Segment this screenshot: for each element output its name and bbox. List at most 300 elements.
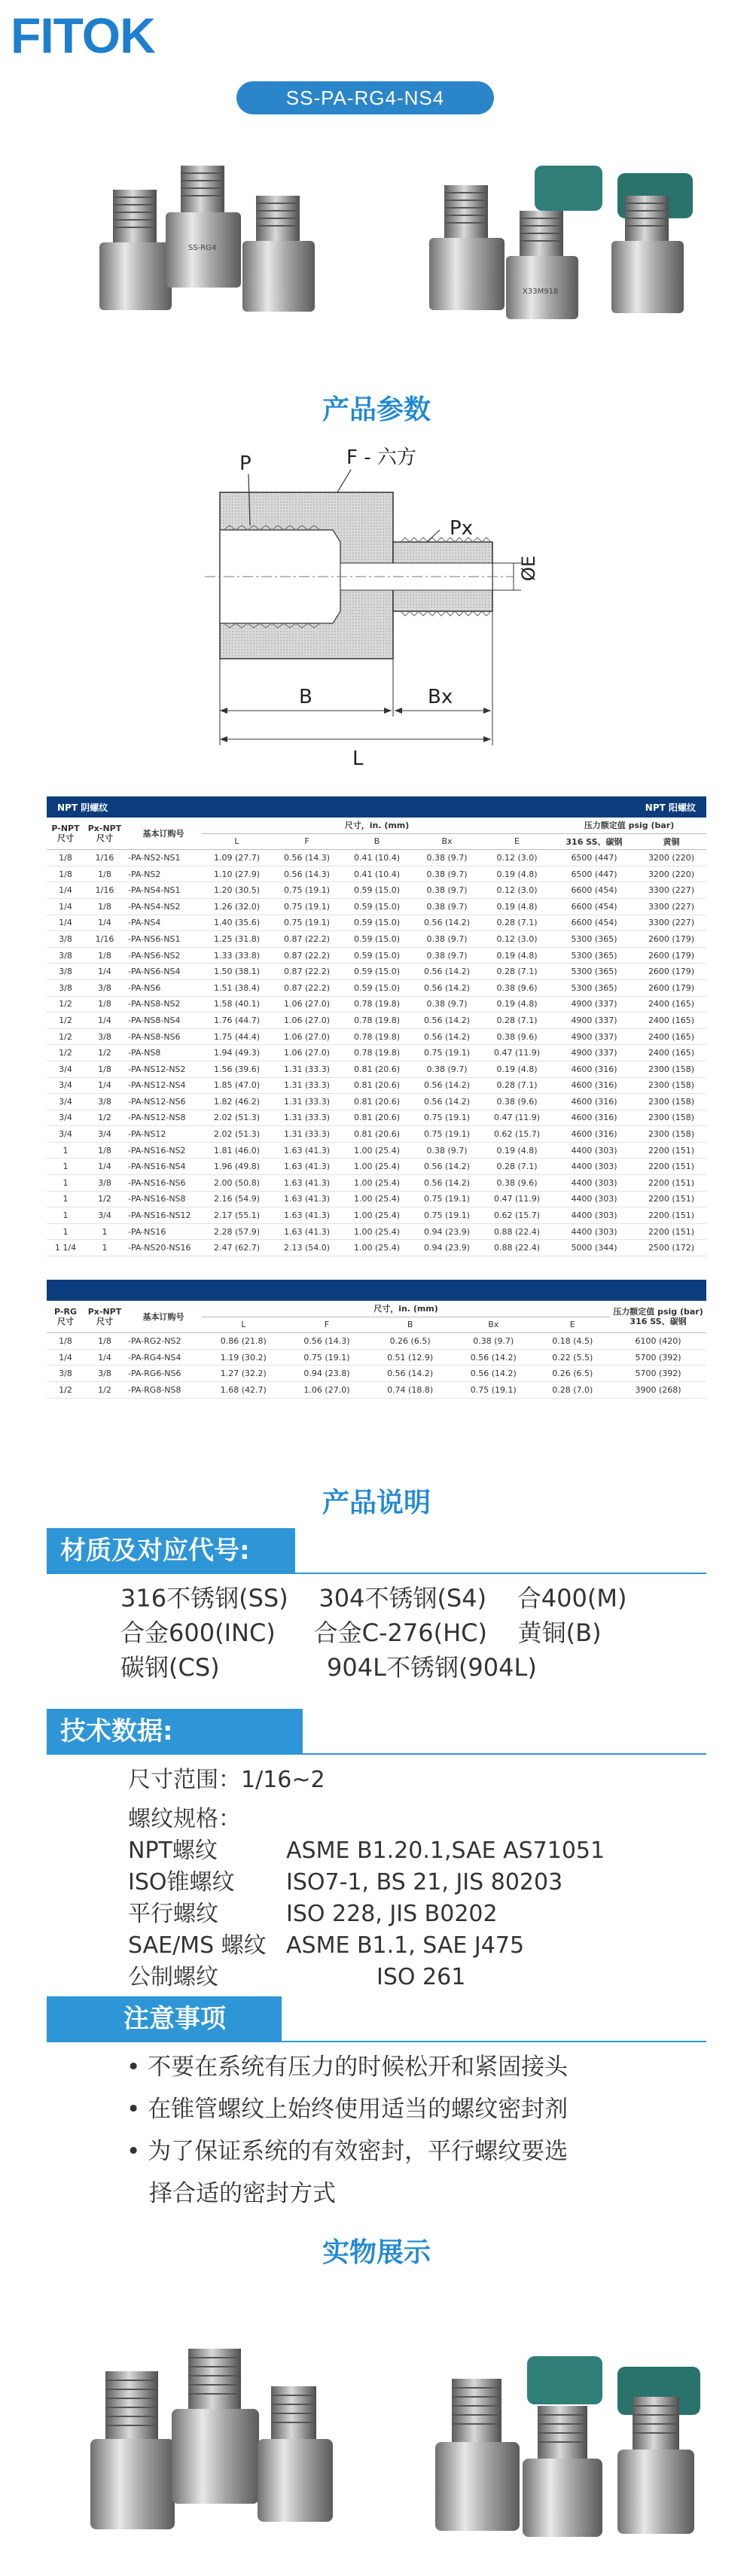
table-cell: 0.59 (15.0) bbox=[342, 947, 412, 964]
table-cell: 6100 (420) bbox=[610, 1333, 706, 1350]
table-row bbox=[47, 1061, 706, 1077]
table-cell: 0.56 (14.2) bbox=[412, 979, 482, 996]
th-col-f: F bbox=[272, 833, 342, 850]
note-item: • 不要在系统有压力的时候松开和紧固接头 bbox=[127, 2054, 569, 2081]
table-cell: 1/8 bbox=[84, 1142, 125, 1159]
dimension-diagram bbox=[190, 429, 544, 777]
table-cell: -PA-NS6-NS2 bbox=[125, 947, 202, 964]
table-cell: 1.96 (49.8) bbox=[202, 1159, 272, 1175]
table-cell: 0.38 (9.7) bbox=[412, 1142, 482, 1159]
table-cell: 1.06 (27.0) bbox=[285, 1381, 369, 1398]
table-cell: 1.76 (44.7) bbox=[202, 1012, 272, 1029]
tech-title: 技术数据: bbox=[47, 1709, 303, 1754]
product-photo-right bbox=[407, 143, 723, 339]
table-cell: -PA-NS6-NS4 bbox=[125, 964, 202, 980]
table-cell: 0.28 (7.1) bbox=[482, 964, 552, 980]
table-cell: 0.19 (4.8) bbox=[482, 898, 552, 915]
material-list bbox=[120, 1581, 626, 1685]
table-cell: 1/8 bbox=[47, 1333, 84, 1350]
table-cell: 3/8 bbox=[47, 979, 84, 996]
table-cell: 0.38 (9.7) bbox=[412, 996, 482, 1012]
table-cell: 6500 (447) bbox=[552, 850, 636, 866]
tech-size-range: 尺寸范围：1/16~2 bbox=[128, 1767, 325, 1793]
table-cell: 1 bbox=[47, 1142, 84, 1159]
table-cell: 0.75 (19.1) bbox=[412, 1126, 482, 1143]
table1-right-bar-label: NPT 阳螺纹 bbox=[645, 802, 696, 813]
material-line-1: 316不锈钢(SS) 304不锈钢(S4) 合400(M) bbox=[120, 1584, 627, 1612]
table-row bbox=[47, 1191, 706, 1207]
table-cell: 1/4 bbox=[84, 1349, 125, 1366]
table-cell: 1 bbox=[84, 1223, 125, 1240]
table-cell: 0.38 (9.6) bbox=[482, 979, 552, 996]
table-row bbox=[47, 1333, 706, 1350]
material-line-3: 碳钢(CS) 904L不锈钢(904L) bbox=[120, 1653, 537, 1682]
th2-basic: 基本订购号 bbox=[125, 1301, 202, 1333]
table-cell: 4600 (316) bbox=[552, 1126, 636, 1143]
table-row bbox=[47, 1028, 706, 1045]
table-cell: -PA-NS12-NS8 bbox=[125, 1110, 202, 1126]
table-cell: 1.63 (41.3) bbox=[272, 1159, 342, 1175]
thread-standard: ISO 261 bbox=[376, 1964, 466, 1990]
table-cell: 3/8 bbox=[84, 1175, 125, 1192]
table-cell: 0.38 (9.7) bbox=[412, 1061, 482, 1077]
table-cell: 0.26 (6.5) bbox=[535, 1366, 610, 1382]
material-line-2: 合金600(INC) 合金C-276(HC) 黄铜(B) bbox=[120, 1618, 602, 1647]
table-row bbox=[47, 931, 706, 948]
table-cell: 4400 (303) bbox=[552, 1207, 636, 1224]
table-cell: 1.25 (31.8) bbox=[202, 931, 272, 948]
table-cell: 1/16 bbox=[84, 882, 125, 899]
table-cell: 0.38 (9.7) bbox=[452, 1333, 535, 1350]
th-ss: 316 SS、碳钢 bbox=[552, 833, 636, 850]
table-cell: 1.00 (25.4) bbox=[342, 1207, 412, 1224]
table-cell: 2.02 (51.3) bbox=[202, 1110, 272, 1126]
th2-pressure bbox=[610, 1301, 706, 1333]
table-cell: 0.56 (14.2) bbox=[412, 1012, 482, 1029]
table-cell: 1/2 bbox=[84, 1110, 125, 1126]
notes-title: 注意事项 bbox=[47, 1996, 282, 2042]
table1 bbox=[47, 818, 706, 1256]
table-cell: -PA-RG2-NS2 bbox=[125, 1333, 202, 1350]
note-item: • 为了保证系统的有效密封，平行螺纹要选 bbox=[127, 2138, 569, 2165]
th2-col-l: L bbox=[202, 1317, 285, 1333]
table-cell: 0.87 (22.2) bbox=[272, 979, 342, 996]
table-cell: 0.81 (20.6) bbox=[342, 1094, 412, 1110]
table-cell: 1/2 bbox=[47, 1381, 84, 1398]
photo-engraving: SS-RG4 bbox=[188, 244, 217, 252]
table-cell: 1.20 (30.5) bbox=[202, 882, 272, 899]
table-cell: -PA-NS8 bbox=[125, 1045, 202, 1061]
table-cell: 2200 (151) bbox=[636, 1207, 706, 1224]
table-cell: 3/8 bbox=[84, 1366, 125, 1382]
table-cell: 0.38 (9.7) bbox=[412, 866, 482, 882]
table-cell: 0.81 (20.6) bbox=[342, 1110, 412, 1126]
table-cell: 0.22 (5.5) bbox=[535, 1349, 610, 1366]
table-cell: 0.75 (19.1) bbox=[285, 1349, 369, 1366]
table-cell: 1.50 (38.1) bbox=[202, 964, 272, 980]
table-cell: 5300 (365) bbox=[552, 964, 636, 980]
table-cell: 3/4 bbox=[47, 1110, 84, 1126]
thread-name: ISO锥螺纹 bbox=[128, 1869, 235, 1895]
table-cell: 2.17 (55.1) bbox=[202, 1207, 272, 1224]
note-item-continued bbox=[127, 2173, 714, 2215]
table-cell: 0.75 (19.1) bbox=[272, 915, 342, 931]
tech-underline bbox=[47, 1753, 706, 1755]
table-cell: 0.28 (7.1) bbox=[482, 1012, 552, 1029]
table-cell: 3300 (227) bbox=[636, 915, 706, 931]
table-cell: 2.16 (54.9) bbox=[202, 1191, 272, 1207]
table-cell: 0.78 (19.8) bbox=[342, 996, 412, 1012]
table-cell: 1.85 (47.0) bbox=[202, 1077, 272, 1094]
table-cell: 2600 (179) bbox=[636, 964, 706, 980]
table-cell: -PA-NS6 bbox=[125, 979, 202, 996]
table-cell: 1.63 (41.3) bbox=[272, 1207, 342, 1224]
table-cell: 3300 (227) bbox=[636, 898, 706, 915]
table-cell: 1.58 (40.1) bbox=[202, 996, 272, 1012]
table-cell: 1/4 bbox=[47, 898, 84, 915]
table-cell: 5300 (365) bbox=[552, 947, 636, 964]
th2-ss-label: 316 SS、碳钢 bbox=[630, 1317, 687, 1327]
table-row bbox=[47, 1223, 706, 1240]
table-cell: 1 bbox=[47, 1175, 84, 1192]
table-cell: 2300 (158) bbox=[636, 1126, 706, 1143]
th-basic: 基本订购号 bbox=[125, 818, 202, 850]
table-cell: 1.19 (30.2) bbox=[202, 1349, 285, 1366]
table-cell: 0.28 (7.1) bbox=[482, 1159, 552, 1175]
table-cell: 3/8 bbox=[47, 931, 84, 948]
table-cell: 3/8 bbox=[84, 1094, 125, 1110]
table-cell: -PA-NS2 bbox=[125, 866, 202, 882]
table-cell: 1/8 bbox=[84, 1061, 125, 1077]
table-cell: 2.47 (62.7) bbox=[202, 1240, 272, 1256]
table-cell: -PA-NS2-NS1 bbox=[125, 850, 202, 866]
rg-spec-table bbox=[47, 1280, 706, 1399]
table-cell: -PA-NS20-NS16 bbox=[125, 1240, 202, 1256]
table-row bbox=[47, 1381, 706, 1398]
table-row bbox=[47, 1077, 706, 1094]
tech-thread-spec: 螺纹规格： bbox=[128, 1806, 241, 1832]
table-cell: 2600 (179) bbox=[636, 947, 706, 964]
table-cell: 2300 (158) bbox=[636, 1061, 706, 1077]
table-cell: 1.63 (41.3) bbox=[272, 1223, 342, 1240]
table-cell: 0.75 (19.1) bbox=[272, 898, 342, 915]
table-cell: 0.87 (22.2) bbox=[272, 947, 342, 964]
table-cell: 0.56 (14.2) bbox=[452, 1349, 535, 1366]
table-cell: 0.18 (4.5) bbox=[535, 1333, 610, 1350]
table-cell: 1.31 (33.3) bbox=[272, 1061, 342, 1077]
table-cell: 2400 (165) bbox=[636, 1012, 706, 1029]
table-cell: -PA-NS16-NS2 bbox=[125, 1142, 202, 1159]
table-cell: 1 bbox=[47, 1191, 84, 1207]
table-row bbox=[47, 1159, 706, 1175]
table-cell: 1.00 (25.4) bbox=[342, 1240, 412, 1256]
table-cell: 1.06 (27.0) bbox=[272, 996, 342, 1012]
table-cell: 1/4 bbox=[47, 915, 84, 931]
table-cell: -PA-RG6-NS6 bbox=[125, 1366, 202, 1382]
table-cell: 1.63 (41.3) bbox=[272, 1142, 342, 1159]
table-cell: 1.33 (33.8) bbox=[202, 947, 272, 964]
table-cell: 0.12 (3.0) bbox=[482, 882, 552, 899]
th2-col-e: E bbox=[535, 1317, 610, 1333]
table-cell: 0.78 (19.8) bbox=[342, 1012, 412, 1029]
table-cell: 4400 (303) bbox=[552, 1191, 636, 1207]
table-row bbox=[47, 915, 706, 931]
table-cell: 1.31 (33.3) bbox=[272, 1094, 342, 1110]
table-cell: 1/8 bbox=[84, 898, 125, 915]
table-cell: 4600 (316) bbox=[552, 1061, 636, 1077]
table-cell: 0.87 (22.2) bbox=[272, 931, 342, 948]
table-cell: 0.75 (19.1) bbox=[412, 1207, 482, 1224]
table-cell: -PA-NS16-NS6 bbox=[125, 1175, 202, 1192]
table-cell: 2400 (165) bbox=[636, 996, 706, 1012]
part-number-badge: SS-PA-RG4-NS4 bbox=[236, 81, 494, 114]
table-cell: -PA-NS16-NS8 bbox=[125, 1191, 202, 1207]
table-row bbox=[47, 1142, 706, 1159]
table-row bbox=[47, 1126, 706, 1143]
table-cell: 0.56 (14.2) bbox=[412, 1077, 482, 1094]
table-cell: 1.63 (41.3) bbox=[272, 1191, 342, 1207]
th-pressure: 压力额定值 psig (bar) bbox=[552, 818, 706, 833]
photo-engraving: X33M918 bbox=[523, 288, 559, 296]
table-cell: 1/2 bbox=[47, 996, 84, 1012]
table-cell: 3/4 bbox=[47, 1061, 84, 1077]
thread-row bbox=[128, 1867, 655, 1899]
label-l: L bbox=[352, 748, 364, 770]
table-cell: 1/8 bbox=[84, 947, 125, 964]
table-cell: 0.81 (20.6) bbox=[342, 1077, 412, 1094]
th-size: 尺寸，in. (mm) bbox=[202, 818, 552, 833]
table-cell: -PA-NS12 bbox=[125, 1126, 202, 1143]
table-cell: 0.88 (22.4) bbox=[482, 1223, 552, 1240]
table-row bbox=[47, 1349, 706, 1366]
table-cell: 1.00 (25.4) bbox=[342, 1142, 412, 1159]
table-cell: 3/8 bbox=[84, 979, 125, 996]
table-cell: 0.86 (21.8) bbox=[202, 1333, 285, 1350]
table-cell: 3900 (268) bbox=[610, 1381, 706, 1398]
table-cell: 1/4 bbox=[47, 882, 84, 899]
th-col-bx: Bx bbox=[412, 833, 482, 850]
table-cell: 0.38 (9.6) bbox=[482, 1094, 552, 1110]
table-cell: 3/4 bbox=[47, 1094, 84, 1110]
table-cell: 0.38 (9.6) bbox=[482, 1175, 552, 1192]
thread-name: 平行螺纹 bbox=[128, 1901, 218, 1927]
table-cell: 1/4 bbox=[84, 915, 125, 931]
table-cell: 2600 (179) bbox=[636, 931, 706, 948]
thread-list bbox=[128, 1835, 655, 1993]
table-cell: 3/4 bbox=[47, 1126, 84, 1143]
table-cell: 1.06 (27.0) bbox=[272, 1028, 342, 1045]
table-cell: -PA-RG4-NS4 bbox=[125, 1349, 202, 1366]
table-cell: 0.19 (4.8) bbox=[482, 947, 552, 964]
table-cell: -PA-NS12-NS4 bbox=[125, 1077, 202, 1094]
table-cell: 0.59 (15.0) bbox=[342, 882, 412, 899]
table-cell: 4900 (337) bbox=[552, 1045, 636, 1061]
table-cell: 1/8 bbox=[47, 850, 84, 866]
table-cell: 1/8 bbox=[84, 1333, 125, 1350]
table-cell: 4400 (303) bbox=[552, 1159, 636, 1175]
product-photo-bottom-left bbox=[45, 2326, 361, 2552]
table-cell: 2400 (165) bbox=[636, 1045, 706, 1061]
table-cell: 0.87 (22.2) bbox=[272, 964, 342, 980]
thread-standard: ASME B1.1, SAE J475 bbox=[286, 1932, 525, 1959]
table-cell: 0.47 (11.9) bbox=[482, 1110, 552, 1126]
table-cell: 1/2 bbox=[47, 1045, 84, 1061]
table-cell: 0.47 (11.9) bbox=[482, 1191, 552, 1207]
table-cell: 1.31 (33.3) bbox=[272, 1126, 342, 1143]
note-item: • 在锥管螺纹上始终使用适当的螺纹密封剂 bbox=[127, 2096, 569, 2123]
th-pxnpt: Px-NPT 尺寸 bbox=[84, 818, 125, 850]
table-cell: 3/8 bbox=[47, 947, 84, 964]
table-cell: 0.41 (10.4) bbox=[342, 866, 412, 882]
material-underline bbox=[47, 1573, 706, 1574]
table-cell: 0.47 (11.9) bbox=[482, 1045, 552, 1061]
table-row bbox=[47, 996, 706, 1012]
table-cell: 0.56 (14.3) bbox=[272, 866, 342, 882]
table-cell: 0.38 (9.7) bbox=[412, 931, 482, 948]
table-cell: 0.56 (14.2) bbox=[412, 1159, 482, 1175]
table-row bbox=[47, 898, 706, 915]
table-cell: 4400 (303) bbox=[552, 1175, 636, 1192]
table-cell: 5300 (365) bbox=[552, 979, 636, 996]
note-text-4: 择合适的密封方式 bbox=[149, 2180, 336, 2207]
table-cell: 1 bbox=[47, 1207, 84, 1224]
table-cell: 0.59 (15.0) bbox=[342, 915, 412, 931]
table-cell: 0.62 (15.7) bbox=[482, 1207, 552, 1224]
th2-col-b: B bbox=[368, 1317, 452, 1333]
material-title: 材质及对应代号: bbox=[47, 1528, 295, 1573]
table2 bbox=[47, 1301, 706, 1399]
table-cell: 2400 (165) bbox=[636, 1028, 706, 1045]
th-col-l: L bbox=[202, 833, 272, 850]
table-cell: -PA-RG8-NS8 bbox=[125, 1381, 202, 1398]
table-cell: 0.19 (4.8) bbox=[482, 866, 552, 882]
table-cell: 1/4 bbox=[84, 964, 125, 980]
table-cell: 6500 (447) bbox=[552, 866, 636, 882]
table-cell: 6600 (454) bbox=[552, 882, 636, 899]
product-photo-left bbox=[75, 143, 392, 339]
table-cell: 5700 (392) bbox=[610, 1349, 706, 1366]
table-cell: 0.74 (18.8) bbox=[368, 1381, 452, 1398]
table-cell: 1.81 (46.0) bbox=[202, 1142, 272, 1159]
table-cell: 5700 (392) bbox=[610, 1366, 706, 1382]
table-cell: 0.38 (9.7) bbox=[412, 898, 482, 915]
table-cell: 4600 (316) bbox=[552, 1077, 636, 1094]
table-cell: 0.56 (14.2) bbox=[368, 1366, 452, 1382]
table-cell: 1/8 bbox=[84, 866, 125, 882]
thread-name: 公制螺纹 bbox=[128, 1964, 218, 1990]
table-cell: -PA-NS16 bbox=[125, 1223, 202, 1240]
thread-row bbox=[128, 1899, 655, 1930]
table-cell: 1.00 (25.4) bbox=[342, 1191, 412, 1207]
table-cell: 0.56 (14.2) bbox=[412, 1175, 482, 1192]
table-cell: 1.82 (46.2) bbox=[202, 1094, 272, 1110]
thread-standard: ASME B1.20.1,SAE AS71051 bbox=[286, 1838, 605, 1864]
table-cell: 3300 (227) bbox=[636, 882, 706, 899]
th2-col-bx: Bx bbox=[452, 1317, 535, 1333]
table-cell: -PA-NS8-NS2 bbox=[125, 996, 202, 1012]
table-row bbox=[47, 866, 706, 882]
table-cell: -PA-NS8-NS4 bbox=[125, 1012, 202, 1029]
table1-left-bar-label: NPT 阴螺纹 bbox=[57, 802, 108, 813]
table-cell: 0.94 (23.8) bbox=[285, 1366, 369, 1382]
table-cell: 0.56 (14.2) bbox=[412, 1094, 482, 1110]
table-row bbox=[47, 882, 706, 899]
table-row bbox=[47, 1207, 706, 1224]
table-cell: 0.75 (19.1) bbox=[412, 1110, 482, 1126]
table-cell: -PA-NS4 bbox=[125, 915, 202, 931]
table-cell: 2600 (179) bbox=[636, 979, 706, 996]
th-col-e: E bbox=[482, 833, 552, 850]
table-cell: 1.09 (27.7) bbox=[202, 850, 272, 866]
table-cell: 0.19 (4.8) bbox=[482, 1142, 552, 1159]
table-cell: 4900 (337) bbox=[552, 1012, 636, 1029]
table-cell: 0.88 (22.4) bbox=[482, 1240, 552, 1256]
table-cell: 0.28 (7.0) bbox=[535, 1381, 610, 1398]
section-title-desc: 产品说明 bbox=[322, 1487, 431, 1518]
table-cell: 1.94 (49.3) bbox=[202, 1045, 272, 1061]
label-e: ØE bbox=[518, 555, 539, 581]
table-cell: 0.81 (20.6) bbox=[342, 1061, 412, 1077]
th-pnpt: P-NPT 尺寸 bbox=[47, 818, 84, 850]
table-cell: 1/4 bbox=[84, 1012, 125, 1029]
table-cell: 0.38 (9.6) bbox=[482, 1028, 552, 1045]
table-cell: 4600 (316) bbox=[552, 1094, 636, 1110]
table-row bbox=[47, 1175, 706, 1192]
table-cell: 0.28 (7.1) bbox=[482, 915, 552, 931]
table-cell: 1/16 bbox=[84, 931, 125, 948]
table-cell: 3/8 bbox=[84, 1028, 125, 1045]
table-cell: 1/4 bbox=[84, 1077, 125, 1094]
thread-row bbox=[128, 1962, 655, 1993]
table-cell: 2200 (151) bbox=[636, 1159, 706, 1175]
table-cell: 0.12 (3.0) bbox=[482, 850, 552, 866]
table-cell: 0.38 (9.7) bbox=[412, 947, 482, 964]
th2-size: 尺寸，in. (mm) bbox=[202, 1301, 610, 1317]
table-cell: 2300 (158) bbox=[636, 1077, 706, 1094]
table-cell: 6600 (454) bbox=[552, 898, 636, 915]
table-cell: 2.28 (57.9) bbox=[202, 1223, 272, 1240]
brand-logo: FITOK bbox=[11, 8, 155, 63]
table-cell: 1.63 (41.3) bbox=[272, 1175, 342, 1192]
table-cell: 0.41 (10.4) bbox=[342, 850, 412, 866]
table-row bbox=[47, 964, 706, 980]
table-cell: 1 bbox=[47, 1159, 84, 1175]
table-cell: 1.40 (35.6) bbox=[202, 915, 272, 931]
table-cell: 1.31 (33.3) bbox=[272, 1077, 342, 1094]
table-cell: 1.27 (32.2) bbox=[202, 1366, 285, 1382]
table-cell: 3/4 bbox=[84, 1207, 125, 1224]
table-cell: 1.00 (25.4) bbox=[342, 1175, 412, 1192]
table-cell: 1.00 (25.4) bbox=[342, 1159, 412, 1175]
label-bx: Bx bbox=[428, 686, 453, 708]
table-cell: 1.31 (33.3) bbox=[272, 1110, 342, 1126]
table-row bbox=[47, 979, 706, 996]
table-cell: 3200 (220) bbox=[636, 866, 706, 882]
table-cell: 0.19 (4.8) bbox=[482, 996, 552, 1012]
table-cell: 2200 (151) bbox=[636, 1175, 706, 1192]
table-cell: 1/2 bbox=[84, 1045, 125, 1061]
table-cell: 3200 (220) bbox=[636, 850, 706, 866]
npt-spec-table bbox=[47, 796, 706, 1256]
table-cell: 6600 (454) bbox=[552, 915, 636, 931]
table-cell: 1.06 (27.0) bbox=[272, 1012, 342, 1029]
th-col-b: B bbox=[342, 833, 412, 850]
table-cell: 1/2 bbox=[84, 1381, 125, 1398]
table-cell: 3/8 bbox=[47, 964, 84, 980]
table-cell: 1/2 bbox=[47, 1012, 84, 1029]
table-row bbox=[47, 1240, 706, 1256]
table-cell: 4900 (337) bbox=[552, 1028, 636, 1045]
